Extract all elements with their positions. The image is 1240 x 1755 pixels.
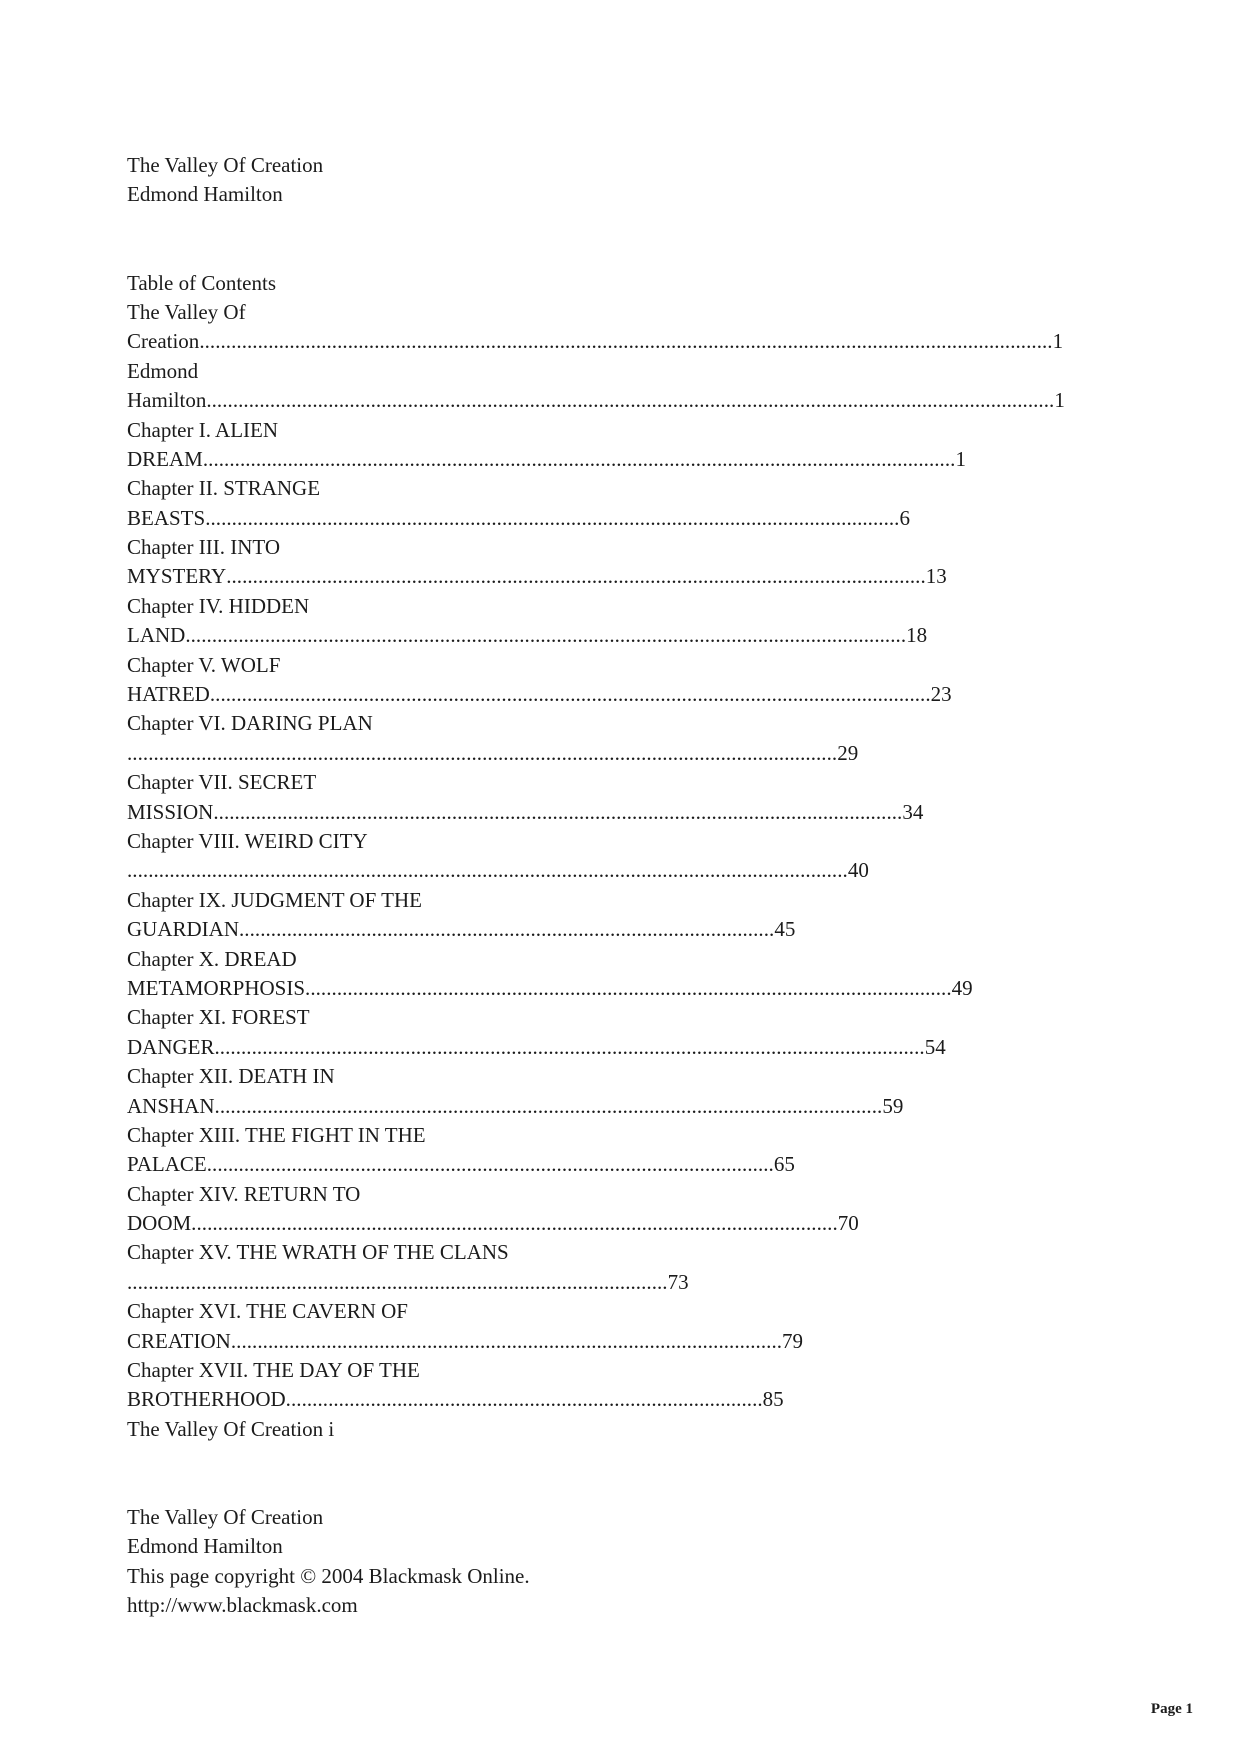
toc-entry-word: Creation	[127, 329, 200, 354]
toc-page-number: 85	[762, 1387, 784, 1412]
toc-entry-title[interactable]: Chapter XII. DEATH IN	[127, 1064, 335, 1089]
toc-entry-word: LAND	[127, 623, 186, 648]
toc-entry-leader-line[interactable]	[127, 1150, 1240, 1179]
toc-page-number: 70	[837, 1211, 859, 1236]
toc-entry-leader-line[interactable]	[127, 680, 1240, 709]
toc-entry-title[interactable]: The Valley Of	[127, 299, 246, 324]
toc-entry-title[interactable]: Chapter XVII. THE DAY OF THE	[127, 1358, 420, 1383]
toc-page-number: 79	[782, 1328, 804, 1353]
toc-entry-list	[127, 298, 1240, 1415]
toc-dot-leader: ..................................................................................................................................	[213, 799, 903, 824]
toc-page-number: 49	[951, 975, 973, 1000]
toc-entry-title[interactable]: Chapter XIV. RETURN TO	[127, 1181, 361, 1206]
toc-entry-title[interactable]: Chapter IX. JUDGMENT OF THE	[127, 887, 422, 912]
toc-entry-word: BEASTS	[127, 505, 206, 530]
toc-entry-title[interactable]: Chapter V. WOLF	[127, 652, 281, 677]
toc-page-number: 40	[847, 858, 869, 883]
toc-entry-leader-line[interactable]	[127, 1209, 1240, 1238]
toc-page-number: 18	[906, 623, 928, 648]
toc-entry-title[interactable]: Chapter VII. SECRET	[127, 770, 317, 795]
toc-page-number: 29	[837, 740, 859, 765]
blank-line	[127, 1474, 1240, 1503]
toc-page-number: 1	[1054, 388, 1065, 413]
toc-dot-leader: .....................................................................................................	[239, 917, 775, 942]
toc-entry-word: HATRED	[127, 682, 210, 707]
toc-entry-title[interactable]: Chapter I. ALIEN	[127, 417, 279, 442]
toc-entry-leader-line[interactable]	[127, 327, 1240, 356]
toc-page-number: 34	[902, 799, 924, 824]
toc-entry-title[interactable]: Chapter XIII. THE FIGHT IN THE	[127, 1122, 426, 1147]
toc-dot-leader: ..........................................................................................	[285, 1387, 763, 1412]
toc-dot-leader: ........................................................................................................................................	[185, 623, 907, 648]
toc-end-line: The Valley Of Creation i	[127, 1416, 335, 1441]
toc-entry-word: ANSHAN	[127, 1093, 215, 1118]
toc-dot-leader: ..............................................................................................................................	[214, 1093, 883, 1118]
toc-dot-leader: ...................................................................................................................................	[205, 505, 900, 530]
toc-entry-leader-line[interactable]	[127, 621, 1240, 650]
toc-dot-leader: .................................................................................................................................................................	[199, 329, 1053, 354]
toc-page-number: 23	[930, 682, 952, 707]
toc-dot-leader: ........................................................................................................	[230, 1328, 783, 1353]
toc-dot-leader: ....................................................................................................................................	[226, 564, 926, 589]
toc-entry-leader-line[interactable]	[127, 1092, 1240, 1121]
toc-entry-word: BROTHERHOOD	[127, 1387, 286, 1412]
toc-page-number: 54	[924, 1034, 946, 1059]
toc-dot-leader: ..........................................................................................................................	[191, 1211, 838, 1236]
colophon-author: Edmond Hamilton	[127, 1534, 283, 1559]
toc-dot-leader: ................................................................................................................................................................	[206, 388, 1055, 413]
toc-dot-leader: ......................................................................................................	[127, 1269, 668, 1294]
colophon-url[interactable]: http://www.blackmask.com	[127, 1593, 358, 1618]
toc-dot-leader: ..............................................................................................................................................	[202, 446, 956, 471]
toc-entry-leader-line[interactable]	[127, 798, 1240, 827]
toc-page-number: 73	[667, 1269, 689, 1294]
toc-entry-word: PALACE	[127, 1152, 207, 1177]
toc-entry-leader-line[interactable]	[127, 386, 1240, 415]
toc-dot-leader: ........................................................................................................................................	[127, 858, 848, 883]
toc-dot-leader: ........................................................................................................................................	[209, 682, 931, 707]
blank-line	[127, 239, 1240, 268]
toc-entry-word: GUARDIAN	[127, 917, 239, 942]
page-number-label: Page 1	[1150, 1701, 1193, 1717]
book-author: Edmond Hamilton	[127, 182, 283, 207]
toc-entry-title[interactable]: Chapter XI. FOREST	[127, 1005, 310, 1030]
toc-entry-word: MYSTERY	[127, 564, 227, 589]
toc-page-number: 6	[899, 505, 910, 530]
toc-page-number: 1	[955, 446, 966, 471]
toc-entry-title[interactable]: Chapter XV. THE WRATH OF THE CLANS	[127, 1240, 509, 1265]
toc-page-number: 13	[925, 564, 947, 589]
toc-page-number: 65	[773, 1152, 795, 1177]
toc-heading: Table of Contents	[127, 270, 276, 295]
toc-entry-word: DOOM	[127, 1211, 192, 1236]
toc-page-number: 45	[774, 917, 796, 942]
toc-entry-title[interactable]: Chapter VIII. WEIRD CITY	[127, 828, 368, 853]
toc-entry-leader-line[interactable]	[127, 1268, 1240, 1297]
toc-entry-leader-line[interactable]	[127, 562, 1240, 591]
toc-entry-word: DREAM	[127, 446, 203, 471]
toc-entry-title[interactable]: Chapter XVI. THE CAVERN OF	[127, 1299, 408, 1324]
toc-entry-leader-line[interactable]	[127, 1327, 1240, 1356]
toc-entry-leader-line[interactable]	[127, 915, 1240, 944]
toc-entry-title[interactable]: Chapter X. DREAD	[127, 946, 297, 971]
colophon-copyright: This page copyright © 2004 Blackmask Online.	[127, 1563, 530, 1588]
blank-line	[127, 1444, 1240, 1473]
toc-dot-leader: ......................................................................................................................................	[127, 740, 838, 765]
toc-entry-leader-line[interactable]	[127, 445, 1240, 474]
toc-dot-leader: ......................................................................................................................................	[214, 1034, 925, 1059]
book-title: The Valley Of Creation	[127, 153, 324, 177]
toc-entry-title[interactable]: Edmond	[127, 358, 199, 383]
page-content	[127, 151, 1240, 1621]
toc-entry-title[interactable]: Chapter VI. DARING PLAN	[127, 711, 373, 736]
toc-entry-word: METAMORPHOSIS	[127, 975, 306, 1000]
toc-dot-leader: ..........................................................................................................................	[305, 975, 952, 1000]
toc-entry-word: DANGER	[127, 1034, 215, 1059]
toc-entry-leader-line[interactable]	[127, 974, 1240, 1003]
toc-entry-title[interactable]: Chapter III. INTO	[127, 535, 280, 560]
blank-line	[127, 210, 1240, 239]
toc-page-number: 1	[1052, 329, 1064, 354]
toc-dot-leader: ...........................................................................................................	[206, 1152, 774, 1177]
toc-entry-title[interactable]: Chapter II. STRANGE	[127, 476, 321, 501]
toc-entry-word: Hamilton	[127, 388, 207, 413]
toc-entry-leader-line[interactable]	[127, 504, 1240, 533]
colophon-title: The Valley Of Creation	[127, 1504, 324, 1529]
toc-entry-leader-line[interactable]	[127, 1385, 1240, 1414]
toc-entry-word: MISSION	[127, 799, 214, 824]
toc-entry-leader-line[interactable]	[127, 739, 1240, 768]
toc-entry-leader-line[interactable]	[127, 1033, 1240, 1062]
toc-page-number: 59	[882, 1093, 904, 1118]
toc-entry-leader-line[interactable]	[127, 856, 1240, 885]
toc-entry-title[interactable]: Chapter IV. HIDDEN	[127, 593, 310, 618]
toc-entry-word: CREATION	[127, 1328, 231, 1353]
